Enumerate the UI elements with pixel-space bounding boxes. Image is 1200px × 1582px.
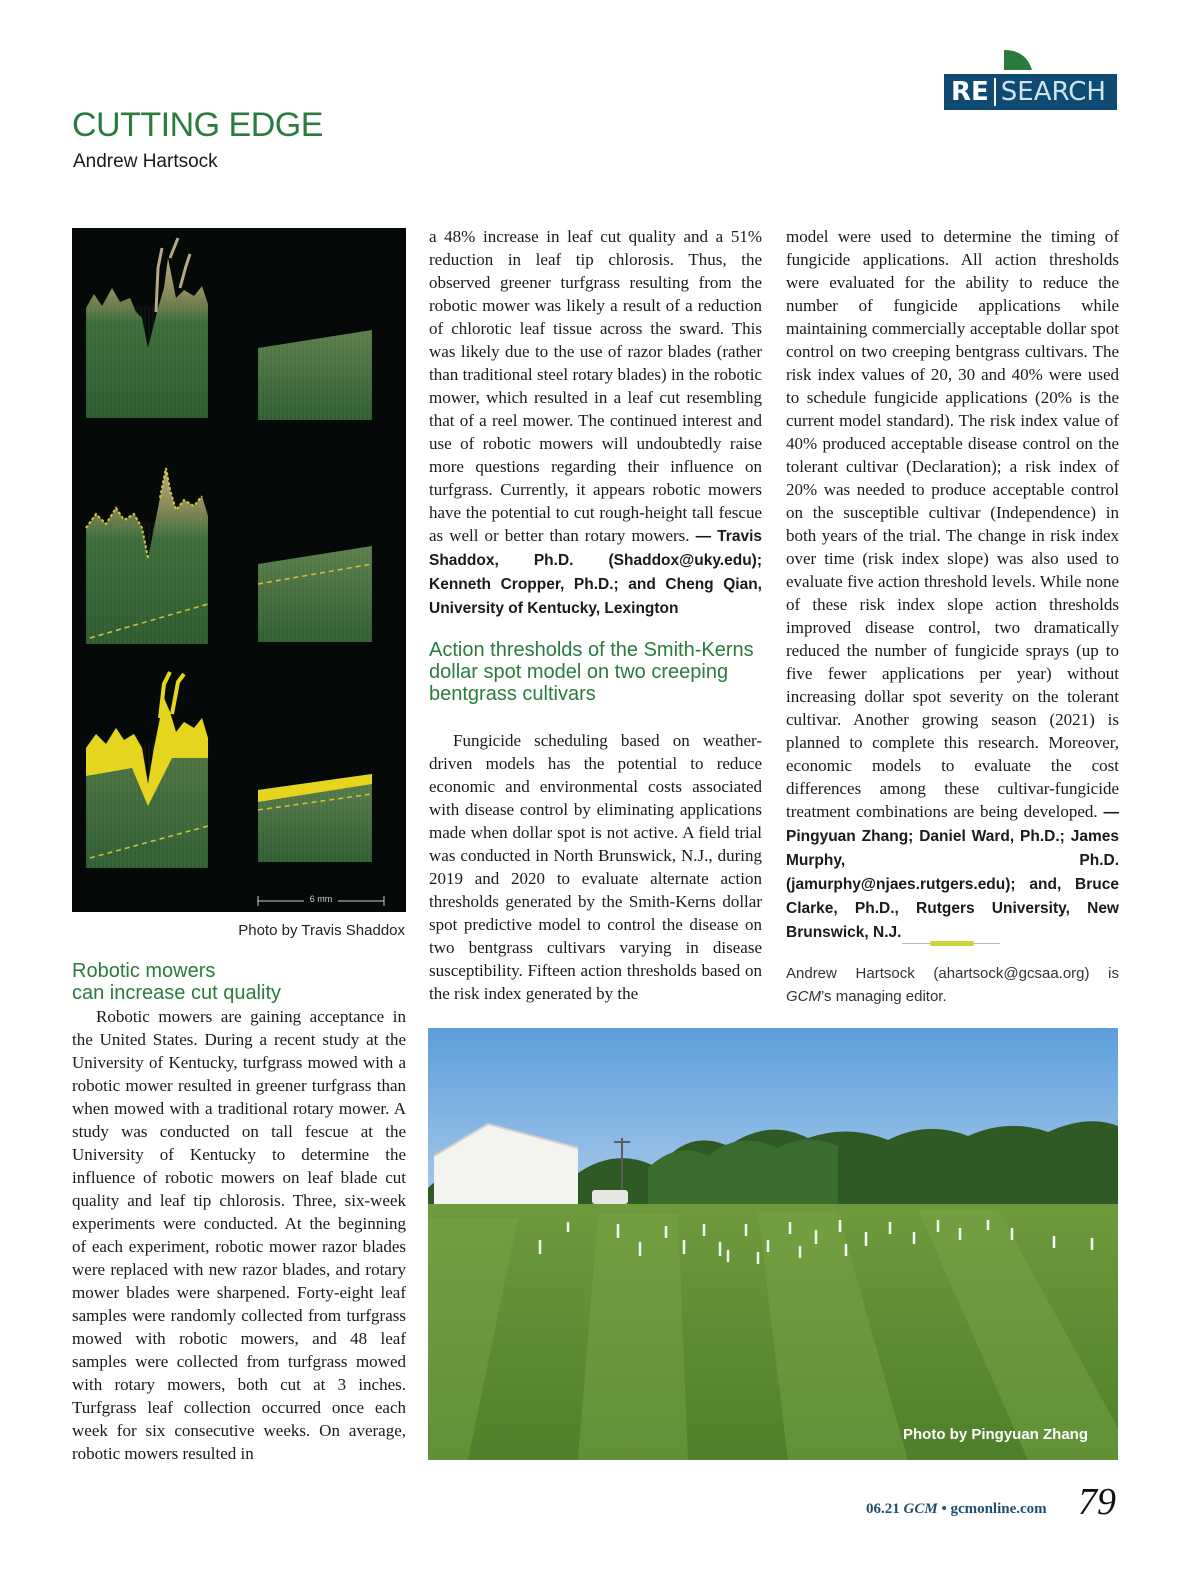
research-section-logo: [944, 74, 1117, 110]
figure1-caption: Photo by Travis Shaddox: [238, 922, 405, 939]
article1-paragraph: Robotic mowers are gaining acceptance in the United States. During a recent study at the University of Kentucky, turfgrass mowed with a robotic mower resulted in greener turfgrass than when mowed with a traditional rotary mower. A study was conducted on tall fescue at the University of Kentucky to determine the influence of robotic mowers on leaf blade cut quality and leaf tip chlorosis. Three, six-week experiments were conducted. At the beginning of each experiment, robotic mower razor blades were replaced with new razor blades, and rotary mower blades were sharpened. Forty-eight leaf samples were randomly collected from turfgrass mowed with robotic mowers, and 48 leaf samples were collected from turfgrass mowed with rotary mowers, both cut at 3 inches. Turfgrass leaf collection occurred once each week for six consecutive weeks. On average, robotic mowers resulted in: [72, 1007, 406, 1463]
field-trial-image: [428, 1028, 1118, 1460]
logo-part-re: RE: [951, 77, 989, 107]
article1-title-line2: can increase cut quality: [72, 982, 282, 1004]
article2-body-col3: [786, 225, 1119, 944]
footer-magazine: GCM: [903, 1501, 938, 1517]
bio-text: Andrew Hartsock (ahartsock@gcsaa.org) is: [786, 965, 1119, 982]
figure2-caption: Photo by Pingyuan Zhang: [903, 1426, 1088, 1443]
divider-accent: [930, 941, 974, 946]
article1-title-line1: Robotic mowers: [72, 960, 216, 982]
article2-paragraph-cont: model were used to determine the timing of fungicide applications. All action thresholds were evaluated for the ability to reduce the number of fungicide applications while maintaining commercially acceptable dollar spot control on two creeping bentgrass cultivars. The risk index values of 20, 30 and 40% were used to schedule fungicide applications (20% is the current model standard). The risk index value of 40% produced acceptable disease control on the tolerant cultivar (Declaration); a risk index of 20% was needed to produce acceptable control on the susceptible cultivar (Independence) in both years of the trial. The change in risk index over time (risk index slope) was also used to evaluate five action threshold levels. While none of these risk index slope action thresholds improved disease control, two dramatically reduced the number of fungicide sprays (up to five fewer applications per year) without increasing dollar spot severity on the tolerant cultivar. Another growing season (2021) is planned to complete this research. Moreover, economic models to evaluate the cost differences among these cultivar-fungicide treatment combinations are being developed.: [786, 227, 1119, 821]
field-trial-photo: [428, 1028, 1118, 1460]
article1-body-col1: [72, 1005, 406, 1465]
article2-paragraph: Fungicide scheduling based on weather-driven models has the potential to reduce economic and environmental costs associated with disease control by eliminating applications made when dollar spot is not active. A field trial was conducted in North Brunswick, N.J., during 2019 and 2020 to evaluate alternate action thresholds generated by the Smith-Kerns dollar spot predictive model to control the disease on two bentgrass cultivars varying in disease susceptibility. Fifteen action thresholds based on the risk index generated by the: [429, 731, 762, 1003]
bio-suffix: ’s managing editor.: [821, 988, 947, 1005]
scale-bar-label: 6 mm: [309, 894, 333, 904]
logo-separator: [994, 78, 996, 106]
logo-part-search: SEARCH: [1000, 77, 1106, 107]
bio-magazine: GCM: [786, 988, 821, 1005]
page-number: 79: [1078, 1481, 1116, 1523]
page-title: CUTTING EDGE: [72, 106, 323, 144]
article2-title: Action thresholds of the Smith-Kerns dollar spot model on two creeping bentgrass cultivars: [429, 639, 754, 705]
leaf-micrograph-figure: [72, 228, 406, 912]
article1-paragraph-cont: a 48% increase in leaf cut quality and a 51% reduction in leaf tip chlorosis. Thus, the observed greener turfgrass resulting from the robotic mower was likely a result of a reduction of chlorotic leaf tissue across the sward. This was likely due to the use of razor blades (rather than traditional steel rotary blades) in the robotic mower, which resulted in a leaf cut resembling that of a reel mower. The continued interest and use of robotic mowers will undoubtedly raise more questions regarding their influence on turfgrass. Currently, it appears robotic mowers have the potential to cut rough-height tall fescue as well or better than rotary mowers.: [429, 227, 762, 545]
leaf-logo-icon: [1002, 48, 1032, 70]
article1-body-col2: [429, 225, 762, 620]
article2-body-col2: [429, 729, 762, 1005]
article1-title: [72, 960, 406, 1004]
leaf-micrograph-image: [72, 228, 406, 912]
footer-site: • gcmonline.com: [937, 1501, 1047, 1517]
article2-author-credit: — Pingyuan Zhang; Daniel Ward, Ph.D.; James Murphy, Ph.D. (jamurphy@njaes.rutgers.edu); and, Bruce Clarke, Ph.D., Rutgers University, New Brunswick, N.J.: [786, 804, 1120, 941]
footer-issue: 06.21: [866, 1501, 900, 1517]
byline: Andrew Hartsock: [73, 151, 218, 172]
author-bio: [786, 962, 1119, 1008]
article1-author-credit: — Travis Shaddox, Ph.D. (Shaddox@uky.edu); Kenneth Cropper, Ph.D.; and Cheng Qian, University of Kentucky, Lexington: [429, 528, 762, 617]
page-footer: [866, 1501, 1047, 1518]
